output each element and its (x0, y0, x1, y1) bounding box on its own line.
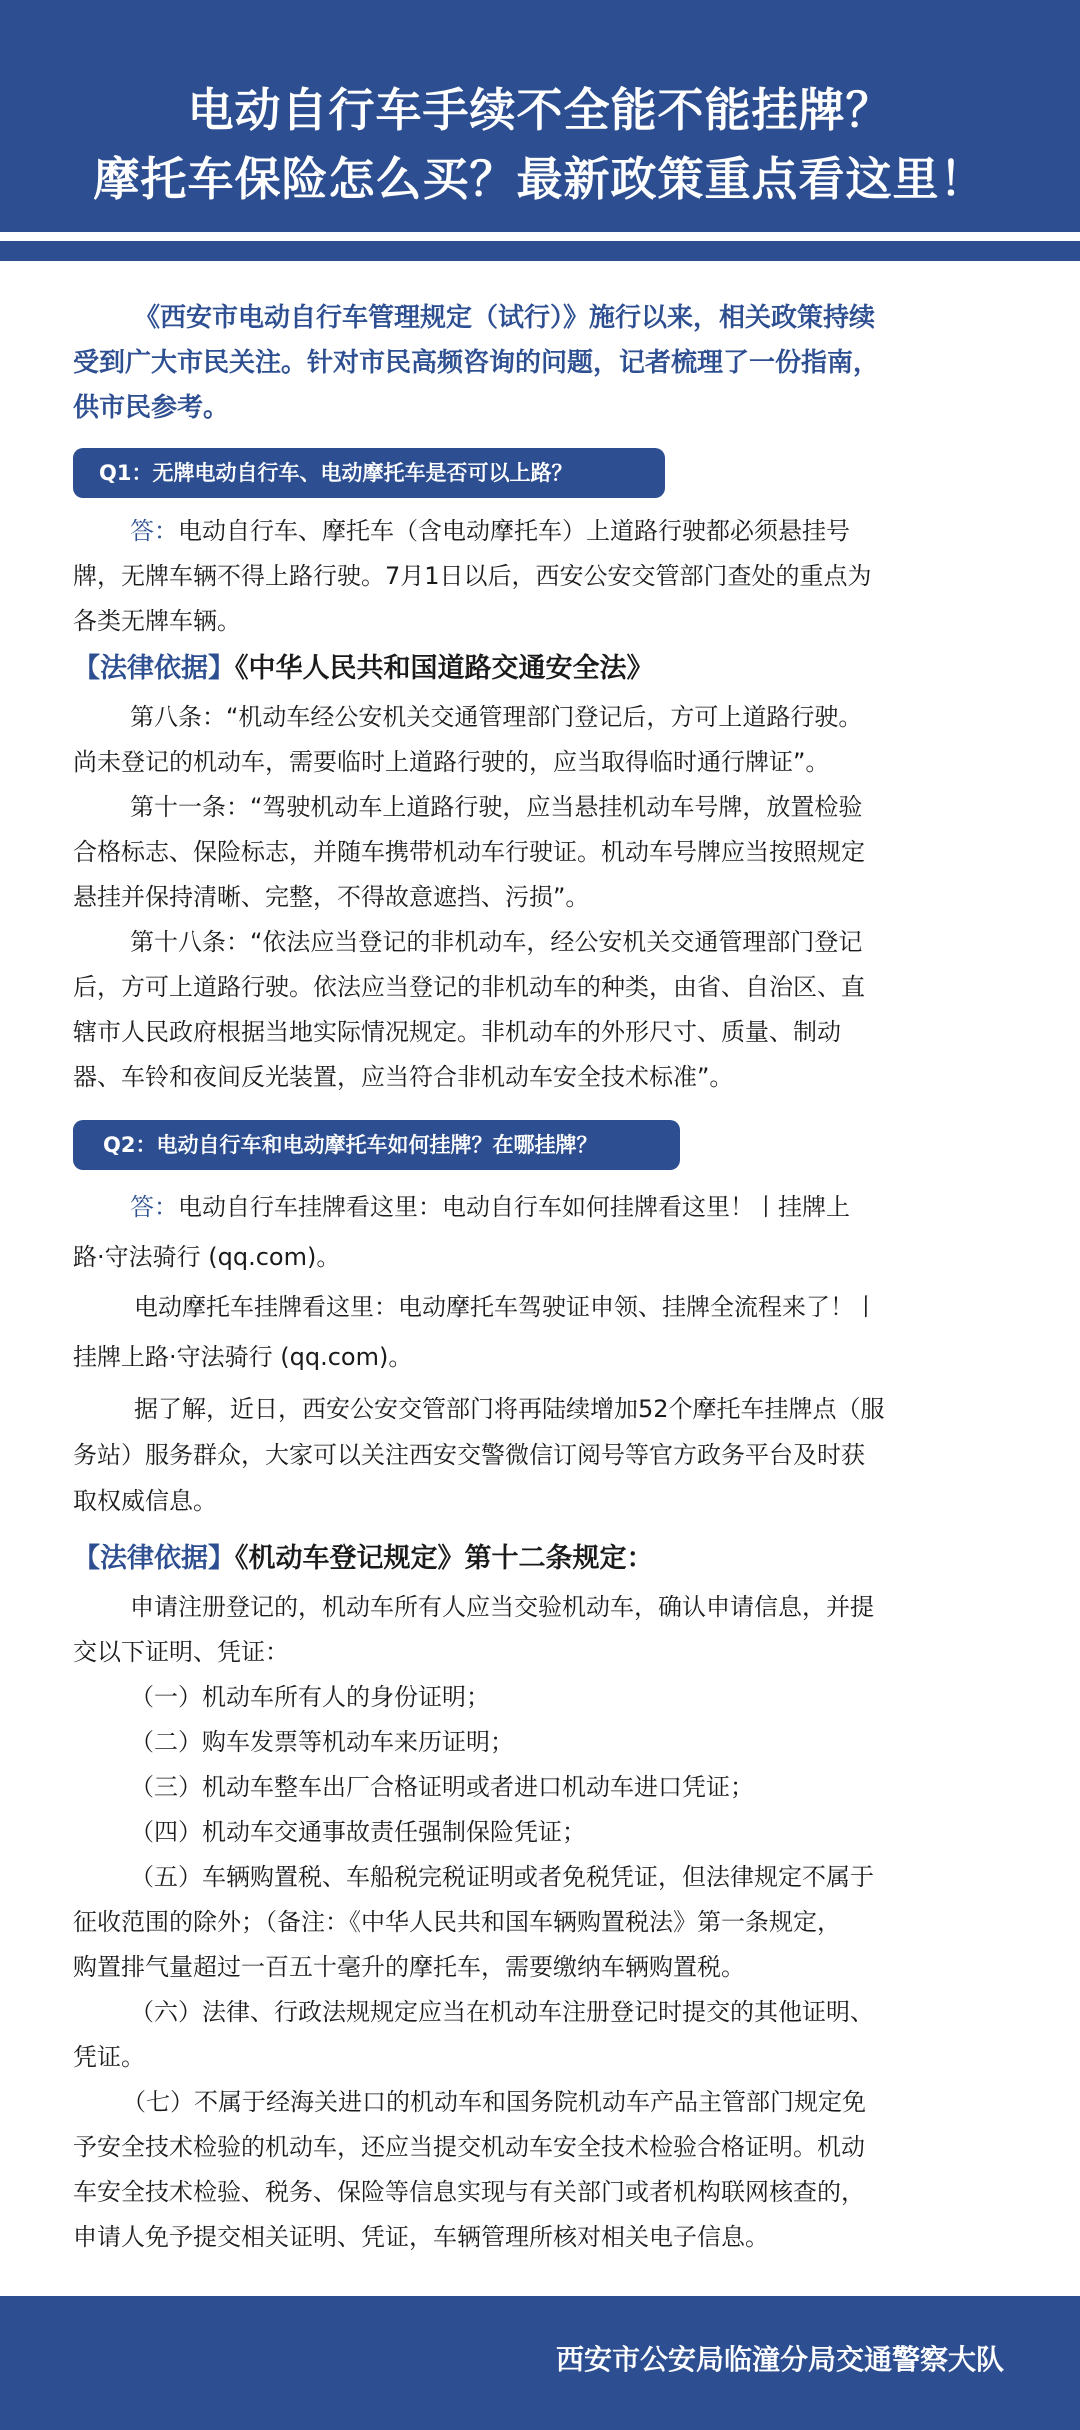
provision-line: 购置排气量超过一百五十毫升的摩托车，需要缴纳车辆购置税。 (73, 1953, 745, 1981)
provision-line: （七）不属于经海关进口的机动车和国务院机动车产品主管部门规定免 (122, 2088, 866, 2116)
footer-banner (0, 2296, 1080, 2430)
article-line: 辖市人民政府根据当地实际情况规定。非机动车的外形尺寸、质量、制动 (73, 1018, 841, 1046)
provision-line: 交以下证明、凭证： (73, 1638, 289, 1666)
provision-line: （五）车辆购置税、车船税完税证明或者免税凭证，但法律规定不属于 (130, 1863, 874, 1891)
article-line: 尚未登记的机动车，需要临时上道路行驶的，应当取得临时通行牌证”。 (73, 748, 830, 776)
article-line: 第十一条：“驾驶机动车上道路行驶，应当悬挂机动车号牌，放置检验 (130, 793, 863, 821)
provision-line: （一）机动车所有人的身份证明； (130, 1683, 490, 1711)
article-line: 合格标志、保险标志，并随车携带机动车行驶证。机动车号牌应当按照规定 (73, 838, 865, 866)
q2-answer-line: 取权威信息。 (73, 1487, 217, 1515)
q2-answer-line: 务站）服务群众，大家可以关注西安交警微信订阅号等官方政务平台及时获 (73, 1441, 865, 1469)
q1-law-basis (73, 654, 654, 684)
q1-answer-line: 各类无牌车辆。 (73, 607, 241, 635)
q2-answer-line: 据了解，近日，西安公安交管部门将再陆续增加52个摩托车挂牌点（服 (134, 1395, 885, 1423)
provision-line: 申请注册登记的，机动车所有人应当交验机动车，确认申请信息，并提 (130, 1593, 874, 1621)
header-banner (0, 0, 1080, 232)
intro-line: 供市民参考。 (73, 393, 230, 423)
law-basis-tag: 【法律依据】 (73, 1543, 235, 1574)
answer-text: 电动自行车、摩托车（含电动摩托车）上道路行驶都必须悬挂号 (178, 517, 850, 545)
article-line: 后，方可上道路行驶。依法应当登记的非机动车的种类，由省、自治区、直 (73, 973, 865, 1001)
answer-prefix: 答： (130, 517, 178, 545)
provision-line: 予安全技术检验的机动车，还应当提交机动车安全技术检验合格证明。机动 (73, 2133, 865, 2161)
law-basis-tag: 【法律依据】 (73, 653, 235, 684)
q2-law-basis (73, 1544, 654, 1574)
answer-text: 电动自行车挂牌看这里：电动自行车如何挂牌看这里！丨挂牌上 (178, 1193, 850, 1221)
law-title: 《中华人民共和国道路交通安全法》 (235, 653, 654, 684)
provision-line: （二）购车发票等机动车来历证明； (130, 1728, 514, 1756)
footer-organization: 西安市公安局临潼分局交通警察大队 (555, 2343, 1004, 2376)
header-divider-blue (0, 241, 1080, 261)
provision-line: 申请人免予提交相关证明、凭证，车辆管理所核对相关电子信息。 (73, 2223, 769, 2251)
law-title: 《机动车登记规定》第十二条规定： (235, 1543, 654, 1574)
q1-answer-line: 牌，无牌车辆不得上路行驶。7月1日以后，西安公安交管部门查处的重点为 (73, 562, 872, 590)
provision-line: （四）机动车交通事故责任强制保险凭证； (130, 1818, 586, 1846)
provision-line: 凭证。 (73, 2043, 145, 2071)
provision-line: 征收范围的除外；（备注：《中华人民共和国车辆购置税法》第一条规定， (73, 1908, 841, 1936)
page-title-line2: 摩托车保险怎么买？最新政策重点看这里！ (93, 152, 987, 206)
question-banner-q1: Q1：无牌电动自行车、电动摩托车是否可以上路？ (73, 448, 665, 498)
article-line: 器、车铃和夜间反光装置，应当符合非机动车安全技术标准”。 (73, 1063, 734, 1091)
q2-answer-line: 挂牌上路·守法骑行 (qq.com)。 (73, 1343, 413, 1371)
article-line: 悬挂并保持清晰、完整，不得故意遮挡、污损”。 (73, 883, 590, 911)
answer-prefix: 答： (130, 1193, 178, 1221)
article-line: 第八条：“机动车经公安机关交通管理部门登记后，方可上道路行驶。 (130, 703, 863, 731)
provision-line: （六）法律、行政法规规定应当在机动车注册登记时提交的其他证明、 (130, 1998, 874, 2026)
q1-answer-first-line (130, 516, 850, 546)
header-divider-white (0, 232, 1080, 241)
q2-answer-line: 路·守法骑行 (qq.com)。 (73, 1243, 341, 1271)
article-line: 第十八条：“依法应当登记的非机动车，经公安机关交通管理部门登记 (130, 928, 863, 956)
intro-line: 受到广大市民关注。针对市民高频咨询的问题，记者梳理了一份指南， (73, 348, 880, 378)
page-title-line1: 电动自行车手续不全能不能挂牌？ (187, 83, 893, 137)
provision-line: 车安全技术检验、税务、保险等信息实现与有关部门或者机构联网核查的， (73, 2178, 865, 2206)
q2-answer-line: 电动摩托车挂牌看这里：电动摩托车驾驶证申领、挂牌全流程来了！丨 (134, 1293, 878, 1321)
question-banner-q2: Q2：电动自行车和电动摩托车如何挂牌？在哪挂牌？ (73, 1120, 680, 1170)
q2-answer-first-line (130, 1192, 850, 1222)
intro-line: 《西安市电动自行车管理规定（试行）》施行以来，相关政策持续 (134, 303, 876, 333)
provision-line: （三）机动车整车出厂合格证明或者进口机动车进口凭证； (130, 1773, 754, 1801)
